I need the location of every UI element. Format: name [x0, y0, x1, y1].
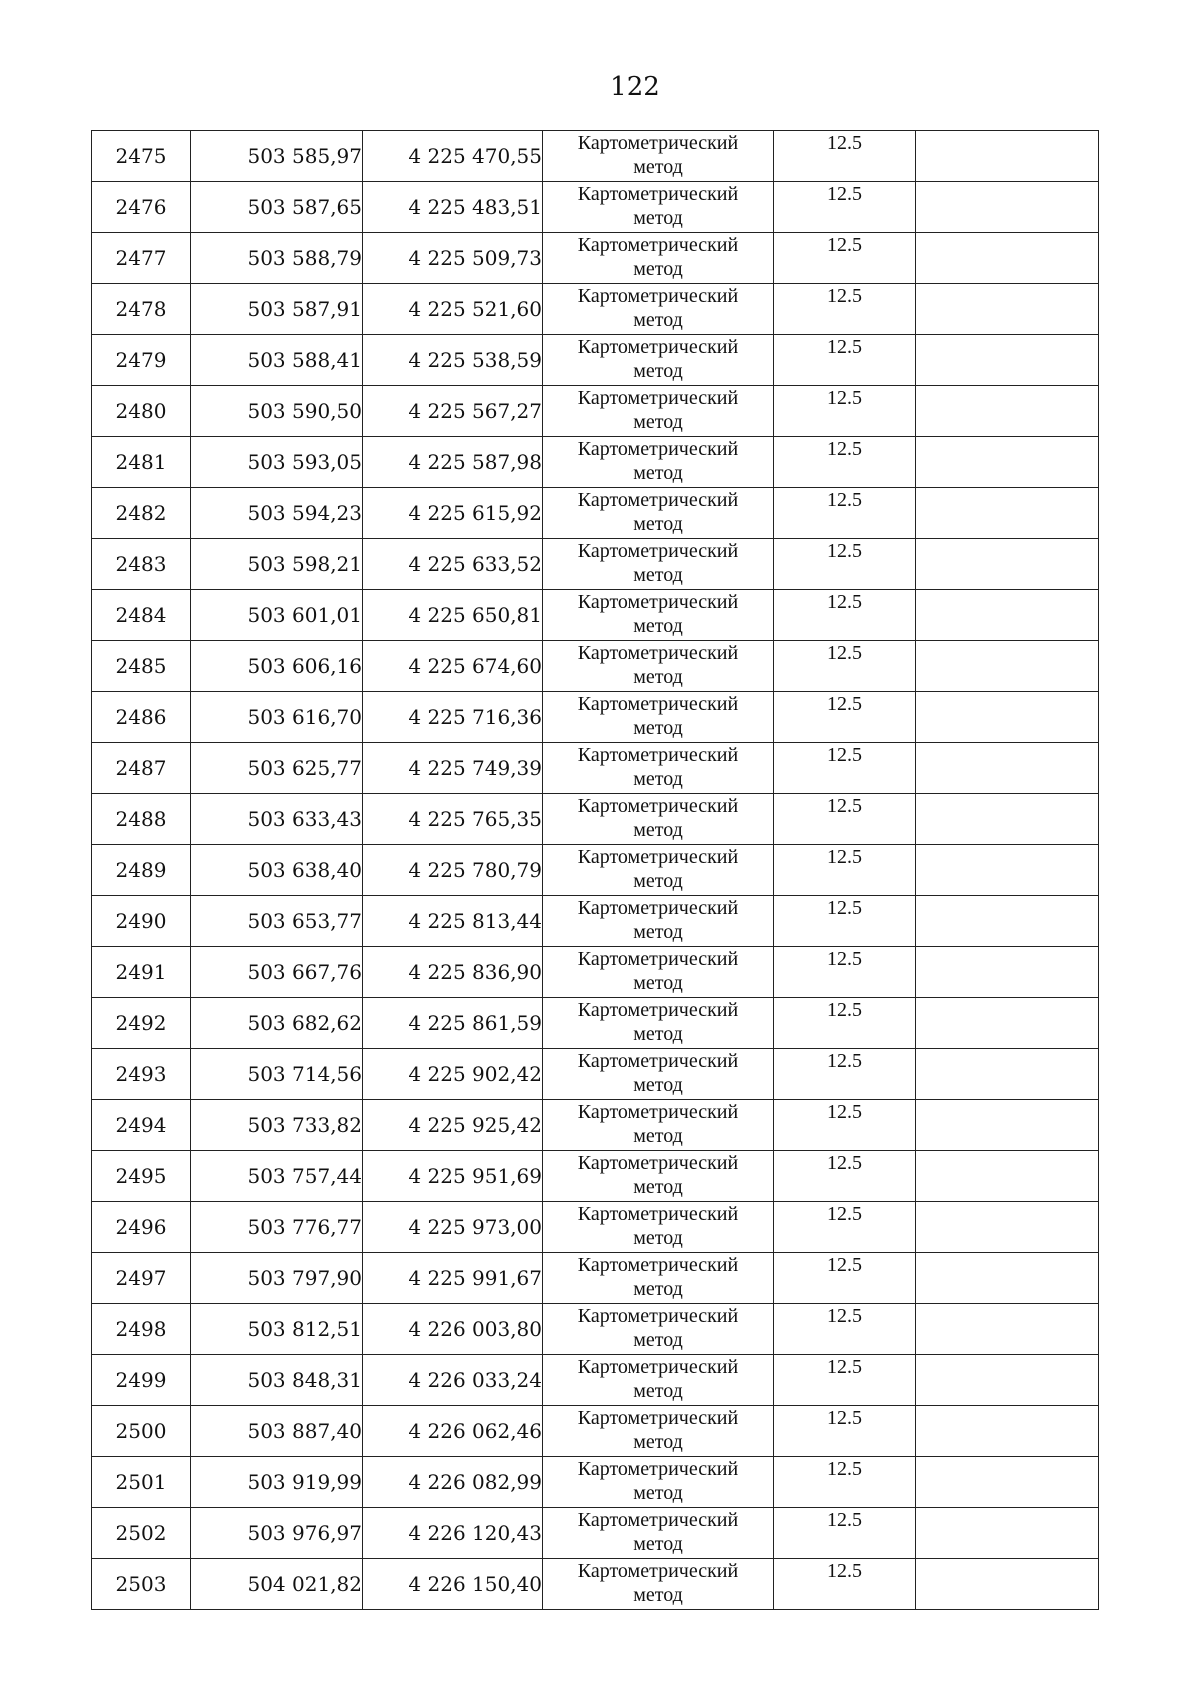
method-line-2: метод	[633, 717, 683, 739]
method-line-2: метод	[633, 1023, 683, 1045]
method-cell	[543, 1406, 774, 1457]
table-row	[92, 998, 1099, 1049]
description-cell	[916, 947, 1099, 998]
method-line-2: метод	[633, 1278, 683, 1300]
x-coordinate-cell: 503 601,01	[191, 590, 363, 641]
description-cell	[916, 284, 1099, 335]
x-coordinate-cell: 503 976,97	[191, 1508, 363, 1559]
table-row	[92, 794, 1099, 845]
y-coordinate-cell: 4 225 674,60	[363, 641, 543, 692]
accuracy-cell: 12.5	[774, 1304, 916, 1355]
y-coordinate-cell: 4 226 082,99	[363, 1457, 543, 1508]
accuracy-cell: 12.5	[774, 488, 916, 539]
method-line-1: Картометрический	[577, 795, 739, 817]
y-coordinate-cell: 4 226 062,46	[363, 1406, 543, 1457]
point-number-cell: 2499	[92, 1355, 191, 1406]
table-row	[92, 743, 1099, 794]
x-coordinate-cell: 503 797,90	[191, 1253, 363, 1304]
description-cell	[916, 1508, 1099, 1559]
method-line-2: метод	[633, 156, 683, 178]
method-line-1: Картометрический	[577, 438, 739, 460]
method-line-2: метод	[633, 1584, 683, 1606]
method-line-1: Картометрический	[577, 132, 739, 154]
method-line-2: метод	[633, 360, 683, 382]
y-coordinate-cell: 4 225 991,67	[363, 1253, 543, 1304]
accuracy-cell: 12.5	[774, 794, 916, 845]
method-line-2: метод	[633, 768, 683, 790]
accuracy-cell: 12.5	[774, 335, 916, 386]
table-row	[92, 1457, 1099, 1508]
y-coordinate-cell: 4 226 033,24	[363, 1355, 543, 1406]
point-number-cell: 2496	[92, 1202, 191, 1253]
accuracy-cell: 12.5	[774, 386, 916, 437]
method-cell	[543, 1304, 774, 1355]
x-coordinate-cell: 503 653,77	[191, 896, 363, 947]
method-line-2: метод	[633, 1125, 683, 1147]
method-cell	[543, 590, 774, 641]
x-coordinate-cell: 503 606,16	[191, 641, 363, 692]
y-coordinate-cell: 4 225 813,44	[363, 896, 543, 947]
method-line-1: Картометрический	[577, 642, 739, 664]
description-cell	[916, 1355, 1099, 1406]
method-cell	[543, 896, 774, 947]
method-line-1: Картометрический	[577, 897, 739, 919]
point-number-cell: 2501	[92, 1457, 191, 1508]
x-coordinate-cell: 503 776,77	[191, 1202, 363, 1253]
description-cell	[916, 386, 1099, 437]
x-coordinate-cell: 503 588,41	[191, 335, 363, 386]
method-line-1: Картометрический	[577, 1305, 739, 1327]
point-number-cell: 2492	[92, 998, 191, 1049]
description-cell	[916, 641, 1099, 692]
method-line-1: Картометрический	[577, 744, 739, 766]
method-cell	[543, 1202, 774, 1253]
point-number-cell: 2481	[92, 437, 191, 488]
method-line-1: Картометрический	[577, 693, 739, 715]
method-cell	[543, 692, 774, 743]
point-number-cell: 2500	[92, 1406, 191, 1457]
point-number-cell: 2494	[92, 1100, 191, 1151]
table-row	[92, 947, 1099, 998]
method-line-1: Картометрический	[577, 1152, 739, 1174]
method-line-2: метод	[633, 513, 683, 535]
accuracy-cell: 12.5	[774, 590, 916, 641]
method-line-2: метод	[633, 615, 683, 637]
point-number-cell: 2476	[92, 182, 191, 233]
coordinates-table-body	[92, 131, 1099, 1610]
accuracy-cell: 12.5	[774, 1508, 916, 1559]
method-cell	[543, 794, 774, 845]
description-cell	[916, 233, 1099, 284]
accuracy-cell: 12.5	[774, 182, 916, 233]
point-number-cell: 2487	[92, 743, 191, 794]
description-cell	[916, 437, 1099, 488]
point-number-cell: 2491	[92, 947, 191, 998]
accuracy-cell: 12.5	[774, 641, 916, 692]
method-line-1: Картометрический	[577, 1560, 739, 1582]
description-cell	[916, 1559, 1099, 1610]
x-coordinate-cell: 503 625,77	[191, 743, 363, 794]
description-cell	[916, 488, 1099, 539]
description-cell	[916, 1457, 1099, 1508]
method-cell	[543, 335, 774, 386]
method-line-2: метод	[633, 1329, 683, 1351]
method-line-2: метод	[633, 462, 683, 484]
x-coordinate-cell: 503 585,97	[191, 131, 363, 182]
method-cell	[543, 539, 774, 590]
method-line-1: Картометрический	[577, 948, 739, 970]
accuracy-cell: 12.5	[774, 131, 916, 182]
method-cell	[543, 1253, 774, 1304]
method-line-1: Картометрический	[577, 285, 739, 307]
description-cell	[916, 539, 1099, 590]
accuracy-cell: 12.5	[774, 437, 916, 488]
method-line-2: метод	[633, 1482, 683, 1504]
method-line-2: метод	[633, 1227, 683, 1249]
point-number-cell: 2479	[92, 335, 191, 386]
point-number-cell: 2484	[92, 590, 191, 641]
table-row	[92, 1100, 1099, 1151]
x-coordinate-cell: 503 812,51	[191, 1304, 363, 1355]
method-line-2: метод	[633, 666, 683, 688]
y-coordinate-cell: 4 225 538,59	[363, 335, 543, 386]
method-line-1: Картометрический	[577, 540, 739, 562]
x-coordinate-cell: 503 682,62	[191, 998, 363, 1049]
method-cell	[543, 1151, 774, 1202]
method-cell	[543, 1100, 774, 1151]
table-row	[92, 1559, 1099, 1610]
point-number-cell: 2503	[92, 1559, 191, 1610]
method-line-2: метод	[633, 1380, 683, 1402]
method-line-2: метод	[633, 1533, 683, 1555]
x-coordinate-cell: 503 848,31	[191, 1355, 363, 1406]
method-line-1: Картометрический	[577, 1203, 739, 1225]
table-row	[92, 641, 1099, 692]
table-row	[92, 284, 1099, 335]
method-line-1: Картометрический	[577, 1254, 739, 1276]
method-line-2: метод	[633, 921, 683, 943]
method-line-2: метод	[633, 564, 683, 586]
x-coordinate-cell: 503 757,44	[191, 1151, 363, 1202]
method-cell	[543, 284, 774, 335]
x-coordinate-cell: 503 667,76	[191, 947, 363, 998]
point-number-cell: 2477	[92, 233, 191, 284]
x-coordinate-cell: 503 638,40	[191, 845, 363, 896]
accuracy-cell: 12.5	[774, 1202, 916, 1253]
accuracy-cell: 12.5	[774, 998, 916, 1049]
method-line-1: Картометрический	[577, 591, 739, 613]
description-cell	[916, 1253, 1099, 1304]
table-row	[92, 1406, 1099, 1457]
y-coordinate-cell: 4 225 633,52	[363, 539, 543, 590]
accuracy-cell: 12.5	[774, 692, 916, 743]
x-coordinate-cell: 503 887,40	[191, 1406, 363, 1457]
point-number-cell: 2489	[92, 845, 191, 896]
method-line-1: Картометрический	[577, 846, 739, 868]
method-cell	[543, 182, 774, 233]
y-coordinate-cell: 4 225 951,69	[363, 1151, 543, 1202]
y-coordinate-cell: 4 225 509,73	[363, 233, 543, 284]
method-cell	[543, 1049, 774, 1100]
point-number-cell: 2485	[92, 641, 191, 692]
x-coordinate-cell: 503 733,82	[191, 1100, 363, 1151]
table-row	[92, 1355, 1099, 1406]
accuracy-cell: 12.5	[774, 1049, 916, 1100]
point-number-cell: 2497	[92, 1253, 191, 1304]
x-coordinate-cell: 503 593,05	[191, 437, 363, 488]
description-cell	[916, 692, 1099, 743]
y-coordinate-cell: 4 225 836,90	[363, 947, 543, 998]
table-row	[92, 131, 1099, 182]
method-line-1: Картометрический	[577, 1356, 739, 1378]
accuracy-cell: 12.5	[774, 1406, 916, 1457]
y-coordinate-cell: 4 225 650,81	[363, 590, 543, 641]
method-cell	[543, 1457, 774, 1508]
accuracy-cell: 12.5	[774, 233, 916, 284]
method-line-1: Картометрический	[577, 183, 739, 205]
x-coordinate-cell: 503 587,65	[191, 182, 363, 233]
y-coordinate-cell: 4 226 150,40	[363, 1559, 543, 1610]
method-cell	[543, 1355, 774, 1406]
accuracy-cell: 12.5	[774, 284, 916, 335]
method-cell	[543, 488, 774, 539]
description-cell	[916, 896, 1099, 947]
method-cell	[543, 641, 774, 692]
coordinates-table	[91, 130, 1099, 1610]
point-number-cell: 2482	[92, 488, 191, 539]
description-cell	[916, 335, 1099, 386]
point-number-cell: 2478	[92, 284, 191, 335]
x-coordinate-cell: 503 714,56	[191, 1049, 363, 1100]
description-cell	[916, 590, 1099, 641]
x-coordinate-cell: 503 598,21	[191, 539, 363, 590]
description-cell	[916, 1100, 1099, 1151]
table-row	[92, 1508, 1099, 1559]
method-line-2: метод	[633, 207, 683, 229]
method-cell	[543, 1508, 774, 1559]
method-cell	[543, 743, 774, 794]
method-line-2: метод	[633, 1431, 683, 1453]
method-cell	[543, 437, 774, 488]
method-line-1: Картометрический	[577, 999, 739, 1021]
description-cell	[916, 1304, 1099, 1355]
accuracy-cell: 12.5	[774, 1355, 916, 1406]
y-coordinate-cell: 4 225 587,98	[363, 437, 543, 488]
y-coordinate-cell: 4 225 973,00	[363, 1202, 543, 1253]
description-cell	[916, 1049, 1099, 1100]
table-row	[92, 896, 1099, 947]
method-line-2: метод	[633, 819, 683, 841]
method-cell	[543, 1559, 774, 1610]
description-cell	[916, 794, 1099, 845]
y-coordinate-cell: 4 225 615,92	[363, 488, 543, 539]
y-coordinate-cell: 4 226 120,43	[363, 1508, 543, 1559]
accuracy-cell: 12.5	[774, 539, 916, 590]
description-cell	[916, 998, 1099, 1049]
y-coordinate-cell: 4 225 470,55	[363, 131, 543, 182]
method-line-2: метод	[633, 1176, 683, 1198]
accuracy-cell: 12.5	[774, 1253, 916, 1304]
table-row	[92, 335, 1099, 386]
x-coordinate-cell: 503 633,43	[191, 794, 363, 845]
y-coordinate-cell: 4 225 765,35	[363, 794, 543, 845]
method-cell	[543, 845, 774, 896]
point-number-cell: 2490	[92, 896, 191, 947]
y-coordinate-cell: 4 225 780,79	[363, 845, 543, 896]
method-line-1: Картометрический	[577, 336, 739, 358]
method-line-1: Картометрический	[577, 1509, 739, 1531]
accuracy-cell: 12.5	[774, 743, 916, 794]
description-cell	[916, 1406, 1099, 1457]
y-coordinate-cell: 4 226 003,80	[363, 1304, 543, 1355]
method-line-1: Картометрический	[577, 1050, 739, 1072]
point-number-cell: 2488	[92, 794, 191, 845]
point-number-cell: 2498	[92, 1304, 191, 1355]
y-coordinate-cell: 4 225 521,60	[363, 284, 543, 335]
description-cell	[916, 182, 1099, 233]
method-line-1: Картометрический	[577, 387, 739, 409]
method-cell	[543, 131, 774, 182]
point-number-cell: 2480	[92, 386, 191, 437]
method-line-1: Картометрический	[577, 1458, 739, 1480]
method-line-2: метод	[633, 258, 683, 280]
accuracy-cell: 12.5	[774, 947, 916, 998]
page-number: 122	[610, 72, 660, 102]
method-line-2: метод	[633, 411, 683, 433]
y-coordinate-cell: 4 225 567,27	[363, 386, 543, 437]
method-line-2: метод	[633, 972, 683, 994]
method-cell	[543, 998, 774, 1049]
y-coordinate-cell: 4 225 483,51	[363, 182, 543, 233]
method-line-2: метод	[633, 1074, 683, 1096]
y-coordinate-cell: 4 225 749,39	[363, 743, 543, 794]
accuracy-cell: 12.5	[774, 1457, 916, 1508]
table-row	[92, 692, 1099, 743]
method-line-1: Картометрический	[577, 1407, 739, 1429]
x-coordinate-cell: 503 616,70	[191, 692, 363, 743]
x-coordinate-cell: 503 587,91	[191, 284, 363, 335]
table-row	[92, 386, 1099, 437]
x-coordinate-cell: 504 021,82	[191, 1559, 363, 1610]
table-row	[92, 845, 1099, 896]
description-cell	[916, 1151, 1099, 1202]
table-row	[92, 1253, 1099, 1304]
accuracy-cell: 12.5	[774, 896, 916, 947]
method-cell	[543, 947, 774, 998]
point-number-cell: 2475	[92, 131, 191, 182]
y-coordinate-cell: 4 225 716,36	[363, 692, 543, 743]
description-cell	[916, 1202, 1099, 1253]
table-row	[92, 1202, 1099, 1253]
method-line-2: метод	[633, 870, 683, 892]
accuracy-cell: 12.5	[774, 845, 916, 896]
table-row	[92, 488, 1099, 539]
table-row	[92, 539, 1099, 590]
table-row	[92, 182, 1099, 233]
method-line-1: Картометрический	[577, 1101, 739, 1123]
table-row	[92, 437, 1099, 488]
y-coordinate-cell: 4 225 861,59	[363, 998, 543, 1049]
x-coordinate-cell: 503 590,50	[191, 386, 363, 437]
method-cell	[543, 386, 774, 437]
table-row	[92, 1304, 1099, 1355]
point-number-cell: 2483	[92, 539, 191, 590]
point-number-cell: 2495	[92, 1151, 191, 1202]
x-coordinate-cell: 503 594,23	[191, 488, 363, 539]
y-coordinate-cell: 4 225 902,42	[363, 1049, 543, 1100]
table-row	[92, 1151, 1099, 1202]
description-cell	[916, 845, 1099, 896]
x-coordinate-cell: 503 919,99	[191, 1457, 363, 1508]
y-coordinate-cell: 4 225 925,42	[363, 1100, 543, 1151]
point-number-cell: 2493	[92, 1049, 191, 1100]
accuracy-cell: 12.5	[774, 1100, 916, 1151]
x-coordinate-cell: 503 588,79	[191, 233, 363, 284]
description-cell	[916, 131, 1099, 182]
table-row	[92, 1049, 1099, 1100]
description-cell	[916, 743, 1099, 794]
method-line-2: метод	[633, 309, 683, 331]
table-row	[92, 233, 1099, 284]
method-cell	[543, 233, 774, 284]
table-row	[92, 590, 1099, 641]
point-number-cell: 2502	[92, 1508, 191, 1559]
method-line-1: Картометрический	[577, 234, 739, 256]
point-number-cell: 2486	[92, 692, 191, 743]
method-line-1: Картометрический	[577, 489, 739, 511]
accuracy-cell: 12.5	[774, 1151, 916, 1202]
accuracy-cell: 12.5	[774, 1559, 916, 1610]
